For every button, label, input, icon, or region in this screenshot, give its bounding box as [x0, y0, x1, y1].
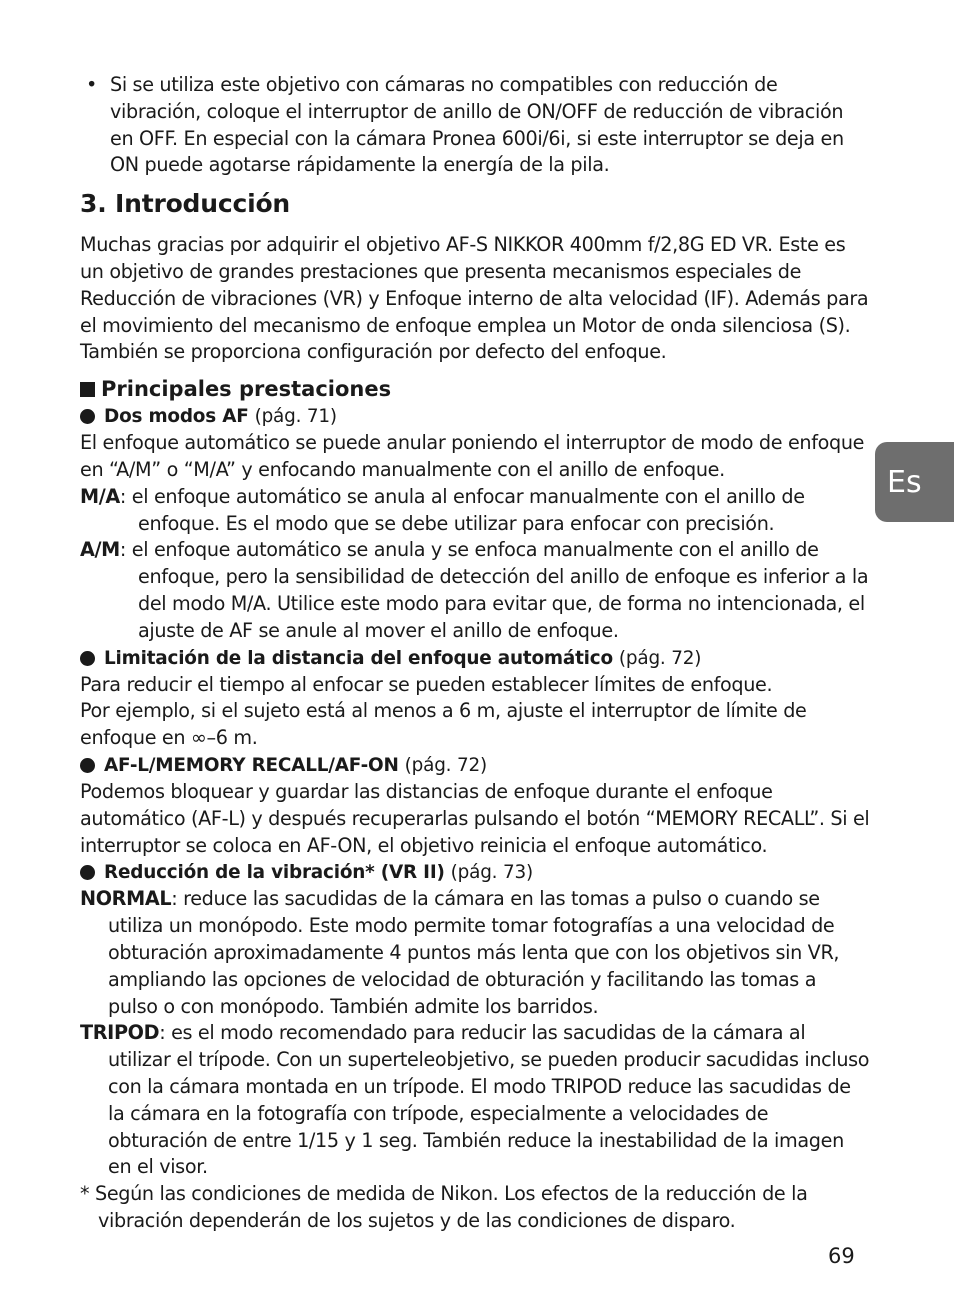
feature-afl-title: AF-L/MEMORY RECALL/AF-ON	[104, 754, 399, 776]
feature-vr-heading	[80, 859, 870, 886]
definition-ma	[80, 484, 870, 538]
feature-afl-heading	[80, 752, 870, 779]
feature-limit-body-2: Por ejemplo, si el sujeto está al menos a 6 m, ajuste el interruptor de límite de enfoque en ∞–6 m.	[80, 699, 807, 750]
feature-afl-ref: (pág. 72)	[404, 754, 487, 776]
definition-am-term: A/M	[80, 538, 120, 562]
bullet-dot: •	[86, 73, 97, 96]
square-bullet-icon	[80, 382, 95, 397]
feature-af-body: El enfoque automático se puede anular poniendo el interruptor de modo de enfoque en “A/M” o “M/A” y enfocando manualmente con el anillo de enfoque.	[80, 431, 865, 481]
language-tab	[875, 442, 954, 522]
feature-limit-ref: (pág. 72)	[618, 647, 702, 669]
definition-normal-text: : reduce las sacudidas de la cámara en las tomas a pulso o cuando se utiliza un monópodo. Este modo permite tomar fotografías a una velocidad de obturación aproximadamente 4 puntos más lenta que con los objetivos sin VR, ampliando las opciones de velocidad de obturación y facilitando las tomas a pulso o con monópodo. También admite los barridos.	[108, 887, 840, 1018]
definition-normal	[80, 886, 870, 1020]
definition-ma-text: : el enfoque automático se anula al enfocar manualmente con el anillo de enfoque. Es el modo que se debe utilizar para enfocar con precisión.	[119, 484, 805, 535]
feature-af-heading	[80, 403, 870, 430]
features-heading	[80, 375, 870, 403]
feature-limit-heading	[80, 645, 870, 672]
circle-bullet-icon	[80, 409, 95, 424]
circle-bullet-icon	[80, 758, 95, 773]
definition-tripod	[80, 1020, 870, 1181]
language-tab-label: Es	[887, 464, 922, 500]
intro-bullet-text: Si se utiliza este objetivo con cámaras no compatibles con reducción de vibración, coloque el interruptor de anillo de ON/OFF de reducción de vibración en OFF. En especial con la cámara Pronea 600i/6i, si este interruptor se deja en ON puede agotarse rápidamente la energía de la pila.	[110, 73, 844, 177]
definition-normal-term: NORMAL	[80, 887, 172, 911]
circle-bullet-icon	[80, 651, 95, 666]
feature-af-ref: (pág. 71)	[254, 406, 337, 428]
circle-bullet-icon	[80, 865, 95, 880]
intro-paragraph: Muchas gracias por adquirir el objetivo AF-S NIKKOR 400mm f/2,8G ED VR. Este es un objetivo de grandes prestaciones que presenta mecanismos especiales de Reducción de vibraciones (VR) y Enfoque interno de alta velocidad (IF). Además para el movimiento del mecanismo de enfoque emplea un Motor de onda silenciosa (S). También se proporciona configuración por defecto del enfoque.	[80, 233, 869, 364]
definition-tripod-term: TRIPOD	[80, 1021, 160, 1045]
definition-am-text: : el enfoque automático se anula y se enfoca manualmente con el anillo de enfoque, pero la sensibilidad de detección del anillo de enfoque es inferior a la del modo M/A. Utilice este modo para evitar que, de forma no intencionada, el ajuste de AF se anule al mover el anillo de enfoque.	[119, 538, 869, 642]
feature-limit-body-1: Para reducir el tiempo al enfocar se pueden establecer límites de enfoque.	[80, 672, 773, 696]
page-content	[80, 72, 870, 1235]
section-title: 3. Introducción	[80, 189, 291, 219]
definition-ma-term: M/A	[80, 484, 120, 508]
feature-vr-title: Reducción de la vibración* (VR II)	[104, 862, 445, 884]
feature-af-title: Dos modos AF	[104, 406, 249, 428]
intro-bullet	[86, 72, 870, 179]
feature-afl-body: Podemos bloquear y guardar las distancias de enfoque durante el enfoque automático (AF-L) y después recuperarlas pulsando el botón “MEMORY RECALL”. Si el interruptor se coloca en AF-ON, el objetivo reinicia el enfoque automático.	[80, 779, 870, 857]
footnote: * Según las condiciones de medida de Nikon. Los efectos de la reducción de la vibración dependerán de los sujetos y de las condiciones de disparo.	[80, 1182, 808, 1232]
definition-am	[80, 537, 870, 644]
feature-vr-ref: (pág. 73)	[450, 862, 533, 884]
feature-limit-title: Limitación de la distancia del enfoque automático	[104, 647, 613, 669]
features-heading-text: Principales prestaciones	[101, 377, 392, 402]
definition-tripod-text: : es el modo recomendado para reducir las sacudidas de la cámara al utilizar el trípode. Con un superteleobjetivo, se pueden producir sacudidas incluso con la cámara montada en un trípode. El modo TRIPOD reduce las sacudidas de la cámara en la fotografía con trípode, especialmente a velocidades de obturación de entre 1/15 y 1 seg. También reduce la inestabilidad de la imagen en el visor.	[108, 1021, 870, 1179]
page-number: 69	[828, 1244, 855, 1268]
